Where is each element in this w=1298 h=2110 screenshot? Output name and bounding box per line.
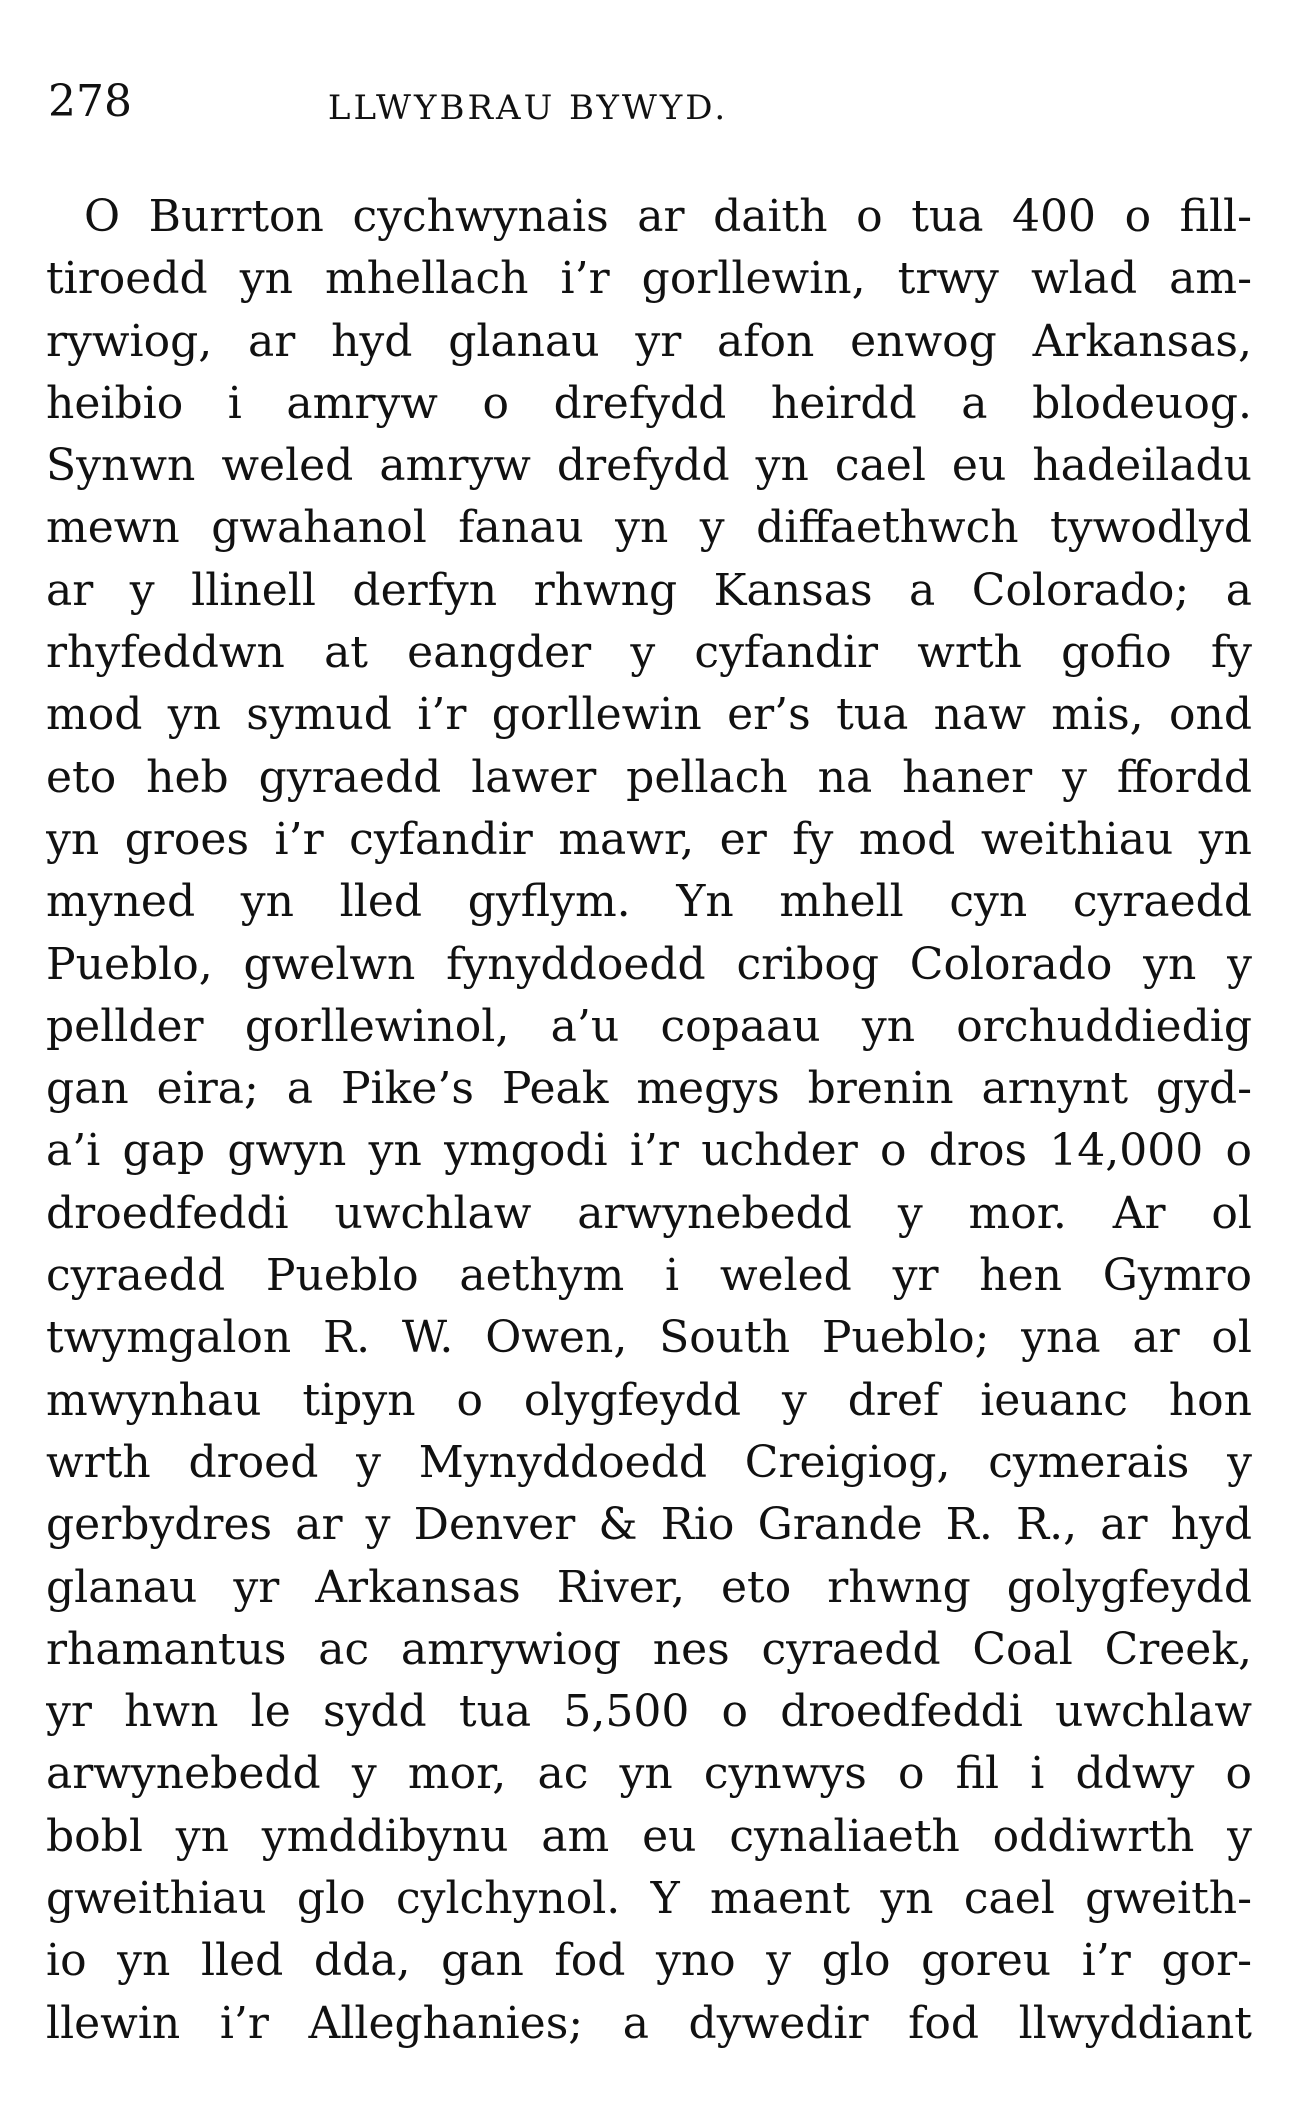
text-line: rywiog, ar hyd glanau yr afon enwog Arkansas, — [46, 315, 1252, 367]
text-line: myned yn lled gyflym. Yn mhell cyn cyraedd — [46, 876, 1252, 928]
text-line: ar y llinell derfyn rhwng Kansas a Colorado; a — [46, 564, 1252, 616]
text-line: io yn lled dda, gan fod yno y glo goreu i’r gor- — [46, 1935, 1252, 1987]
text-line: O Burrton cychwynais ar daith o tua 400 o fill- — [84, 191, 1252, 242]
running-title: LLWYBRAU BYWYD. — [327, 88, 729, 128]
page-number: 278 — [48, 76, 132, 127]
text-line: arwynebedd y mor, ac yn cynwys o fil i ddwy o — [46, 1748, 1252, 1800]
text-line: llewin i’r Alleghanies; a dywedir fod llwyddiant — [46, 1997, 1252, 2049]
text-line: gweithiau glo cylchynol. Y maent yn cael gweith- — [46, 1873, 1252, 1925]
page-header — [48, 72, 1248, 142]
text-line: glanau yr Arkansas River, eto rhwng golygfeydd — [46, 1561, 1252, 1613]
text-line: twymgalon R. W. Owen, South Pueblo; yna ar ol — [46, 1312, 1252, 1364]
text-line: rhyfeddwn at eangder y cyfandir wrth gofio fy — [46, 627, 1252, 679]
text-line: heibio i amryw o drefydd heirdd a blodeuog. — [46, 377, 1252, 429]
text-line: cyraedd Pueblo aethym i weled yr hen Gymro — [46, 1250, 1252, 1302]
text-line: mwynhau tipyn o olygfeydd y dref ieuanc hon — [46, 1374, 1252, 1426]
text-line: yr hwn le sydd tua 5,500 o droedfeddi uwchlaw — [46, 1686, 1252, 1738]
text-line: gan eira; a Pike’s Peak megys brenin arnynt gyd- — [46, 1063, 1252, 1115]
text-line: Pueblo, gwelwn fynyddoedd cribog Colorado yn y — [46, 938, 1252, 990]
text-line: gerbydres ar y Denver & Rio Grande R. R., ar hyd — [46, 1499, 1252, 1551]
text-line: Synwn weled amryw drefydd yn cael eu hadeiladu — [46, 440, 1252, 492]
text-line: pellder gorllewinol, a’u copaau yn orchuddiedig — [46, 1000, 1252, 1052]
text-line: yn groes i’r cyfandir mawr, er fy mod weithiau yn — [46, 813, 1252, 865]
text-line: droedfeddi uwchlaw arwynebedd y mor. Ar ol — [46, 1187, 1252, 1239]
text-line: eto heb gyraedd lawer pellach na haner y ffordd — [46, 751, 1252, 803]
text-line: bobl yn ymddibynu am eu cynaliaeth oddiwrth y — [46, 1810, 1252, 1862]
text-line: rhamantus ac amrywiog nes cyraedd Coal Creek, — [46, 1623, 1252, 1675]
text-line: mod yn symud i’r gorllewin er’s tua naw mis, ond — [46, 689, 1252, 741]
text-line: mewn gwahanol fanau yn y diffaethwch tywodlyd — [46, 502, 1252, 554]
text-line: wrth droed y Mynyddoedd Creigiog, cymerais y — [46, 1436, 1252, 1488]
text-line: tiroedd yn mhellach i’r gorllewin, trwy wlad am- — [46, 253, 1252, 305]
text-line: a’i gap gwyn yn ymgodi i’r uchder o dros 14,000 o — [46, 1125, 1252, 1177]
body-text — [46, 186, 1252, 2055]
